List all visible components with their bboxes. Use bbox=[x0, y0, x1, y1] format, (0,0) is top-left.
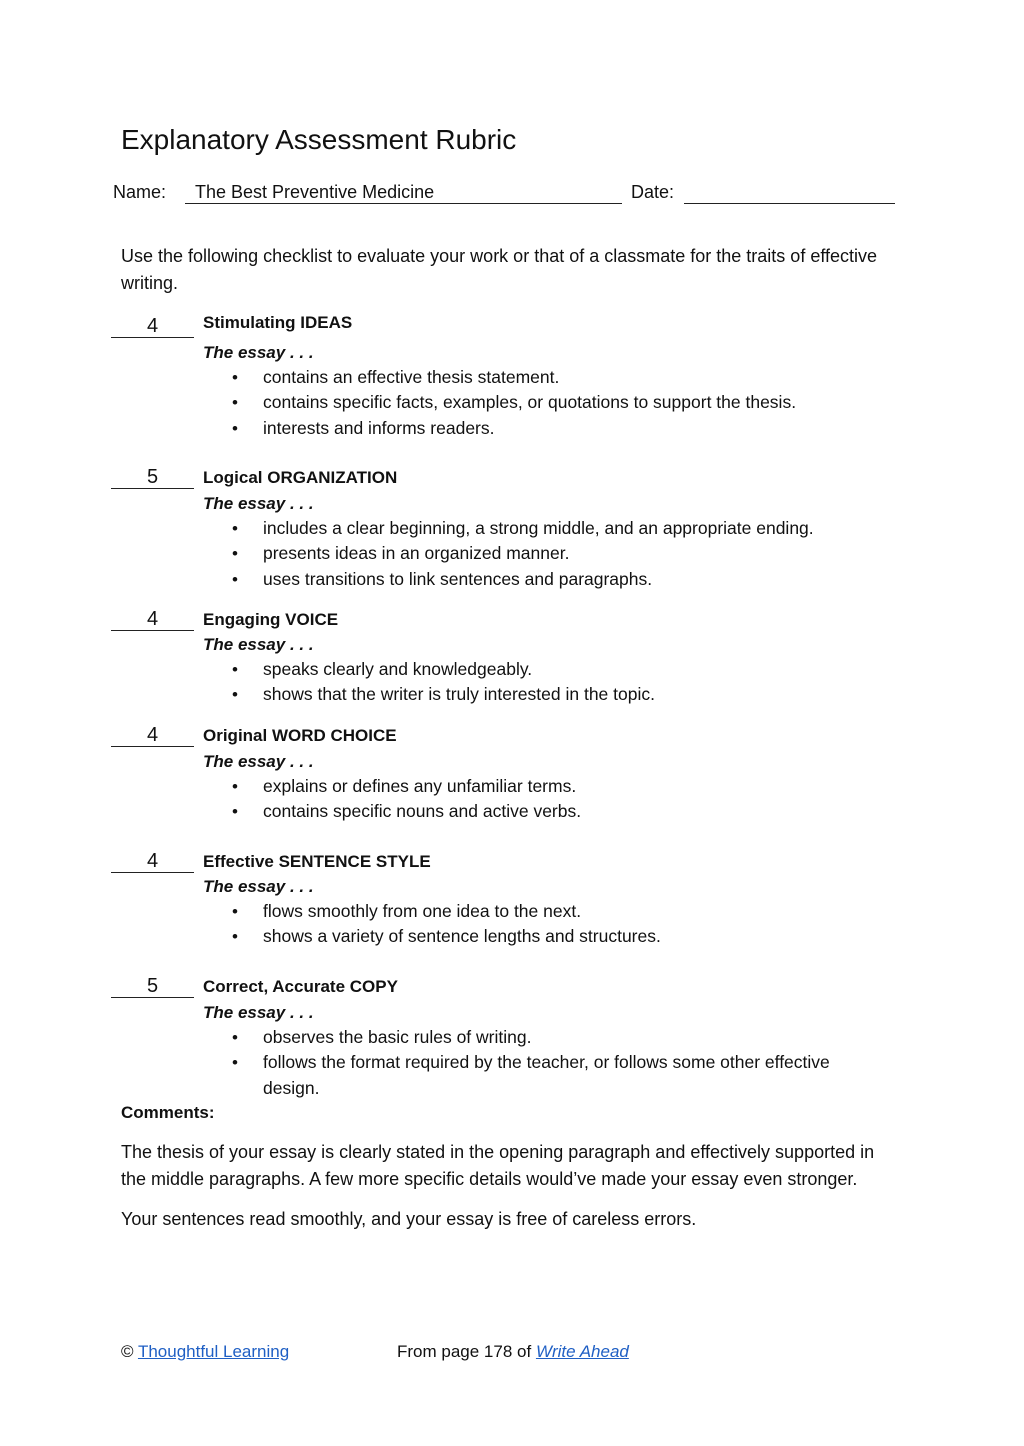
date-label: Date: bbox=[631, 182, 675, 202]
criteria-item: • shows a variety of sentence lengths and structures. bbox=[232, 924, 892, 949]
criteria-item: • contains an effective thesis statement. bbox=[232, 365, 892, 390]
criteria-item: • interests and informs readers. bbox=[232, 416, 892, 441]
trait-title-word-choice: Original WORD CHOICE bbox=[203, 726, 397, 745]
criteria-item: • presents ideas in an organized manner. bbox=[232, 541, 892, 566]
trait-criteria-list bbox=[232, 657, 892, 708]
trait-title-organization: Logical ORGANIZATION bbox=[203, 468, 398, 487]
trait-lead: The essay . . . bbox=[203, 635, 314, 654]
criteria-item: • speaks clearly and knowledgeably. bbox=[232, 657, 892, 682]
trait-criteria-list bbox=[232, 516, 892, 592]
trait-lead: The essay . . . bbox=[203, 1003, 314, 1022]
book-link[interactable]: Write Ahead bbox=[535, 1342, 629, 1361]
trait-title-copy: Correct, Accurate COPY bbox=[203, 977, 398, 996]
source-prefix: From page 178 of bbox=[397, 1342, 532, 1361]
trait-criteria-list bbox=[232, 365, 892, 441]
comment-paragraph: The thesis of your essay is clearly stated in the opening paragraph and effectively supported in the middle paragraphs. A few more specific details would’ve made your essay even stronger. bbox=[121, 1142, 875, 1189]
trait-lead: The essay . . . bbox=[203, 343, 314, 362]
trait-criteria-list bbox=[232, 1025, 882, 1101]
trait-title-voice: Engaging VOICE bbox=[203, 610, 339, 629]
criteria-item: • follows the format required by the teacher, or follows some other effective design. bbox=[232, 1050, 882, 1101]
footer-copyright bbox=[121, 1341, 289, 1363]
name-field[interactable] bbox=[185, 181, 622, 204]
score-field-word-choice[interactable]: 4 bbox=[111, 724, 194, 747]
trait-criteria-list bbox=[232, 774, 892, 825]
name-label: Name: bbox=[113, 182, 167, 202]
criteria-item: • observes the basic rules of writing. bbox=[232, 1025, 882, 1050]
score-field-copy[interactable]: 5 bbox=[111, 975, 194, 998]
criteria-item: • includes a clear beginning, a strong middle, and an appropriate ending. bbox=[232, 516, 892, 541]
criteria-item: • explains or defines any unfamiliar terms. bbox=[232, 774, 892, 799]
comments-label: Comments: bbox=[121, 1103, 215, 1122]
criteria-item: • contains specific nouns and active verbs. bbox=[232, 799, 892, 824]
trait-lead: The essay . . . bbox=[203, 494, 314, 513]
name-value: The Best Preventive Medicine bbox=[195, 182, 435, 202]
trait-title-sentence-style: Effective SENTENCE STYLE bbox=[203, 852, 431, 871]
intro-text: Use the following checklist to evaluate your work or that of a classmate for the traits of effective writing. bbox=[121, 246, 878, 293]
score-field-ideas[interactable]: 4 bbox=[111, 315, 194, 338]
trait-title-ideas: Stimulating IDEAS bbox=[203, 313, 353, 332]
page-title: Explanatory Assessment Rubric bbox=[121, 124, 517, 155]
criteria-item: • shows that the writer is truly interested in the topic. bbox=[232, 682, 892, 707]
trait-criteria-list bbox=[232, 899, 892, 950]
footer-source bbox=[397, 1341, 629, 1363]
criteria-item: • uses transitions to link sentences and paragraphs. bbox=[232, 567, 892, 592]
date-field[interactable] bbox=[684, 181, 895, 204]
score-field-sentence-style[interactable]: 4 bbox=[111, 850, 194, 873]
criteria-item: • contains specific facts, examples, or quotations to support the thesis. bbox=[232, 390, 892, 415]
comment-paragraph: Your sentences read smoothly, and your essay is free of careless errors. bbox=[121, 1209, 697, 1229]
score-field-voice[interactable]: 4 bbox=[111, 608, 194, 631]
score-field-organization[interactable]: 5 bbox=[111, 466, 194, 489]
publisher-link[interactable]: Thoughtful Learning bbox=[137, 1342, 290, 1361]
trait-lead: The essay . . . bbox=[203, 877, 314, 896]
criteria-item: • flows smoothly from one idea to the next. bbox=[232, 899, 892, 924]
trait-lead: The essay . . . bbox=[203, 752, 314, 771]
copyright-symbol: © bbox=[121, 1342, 134, 1361]
